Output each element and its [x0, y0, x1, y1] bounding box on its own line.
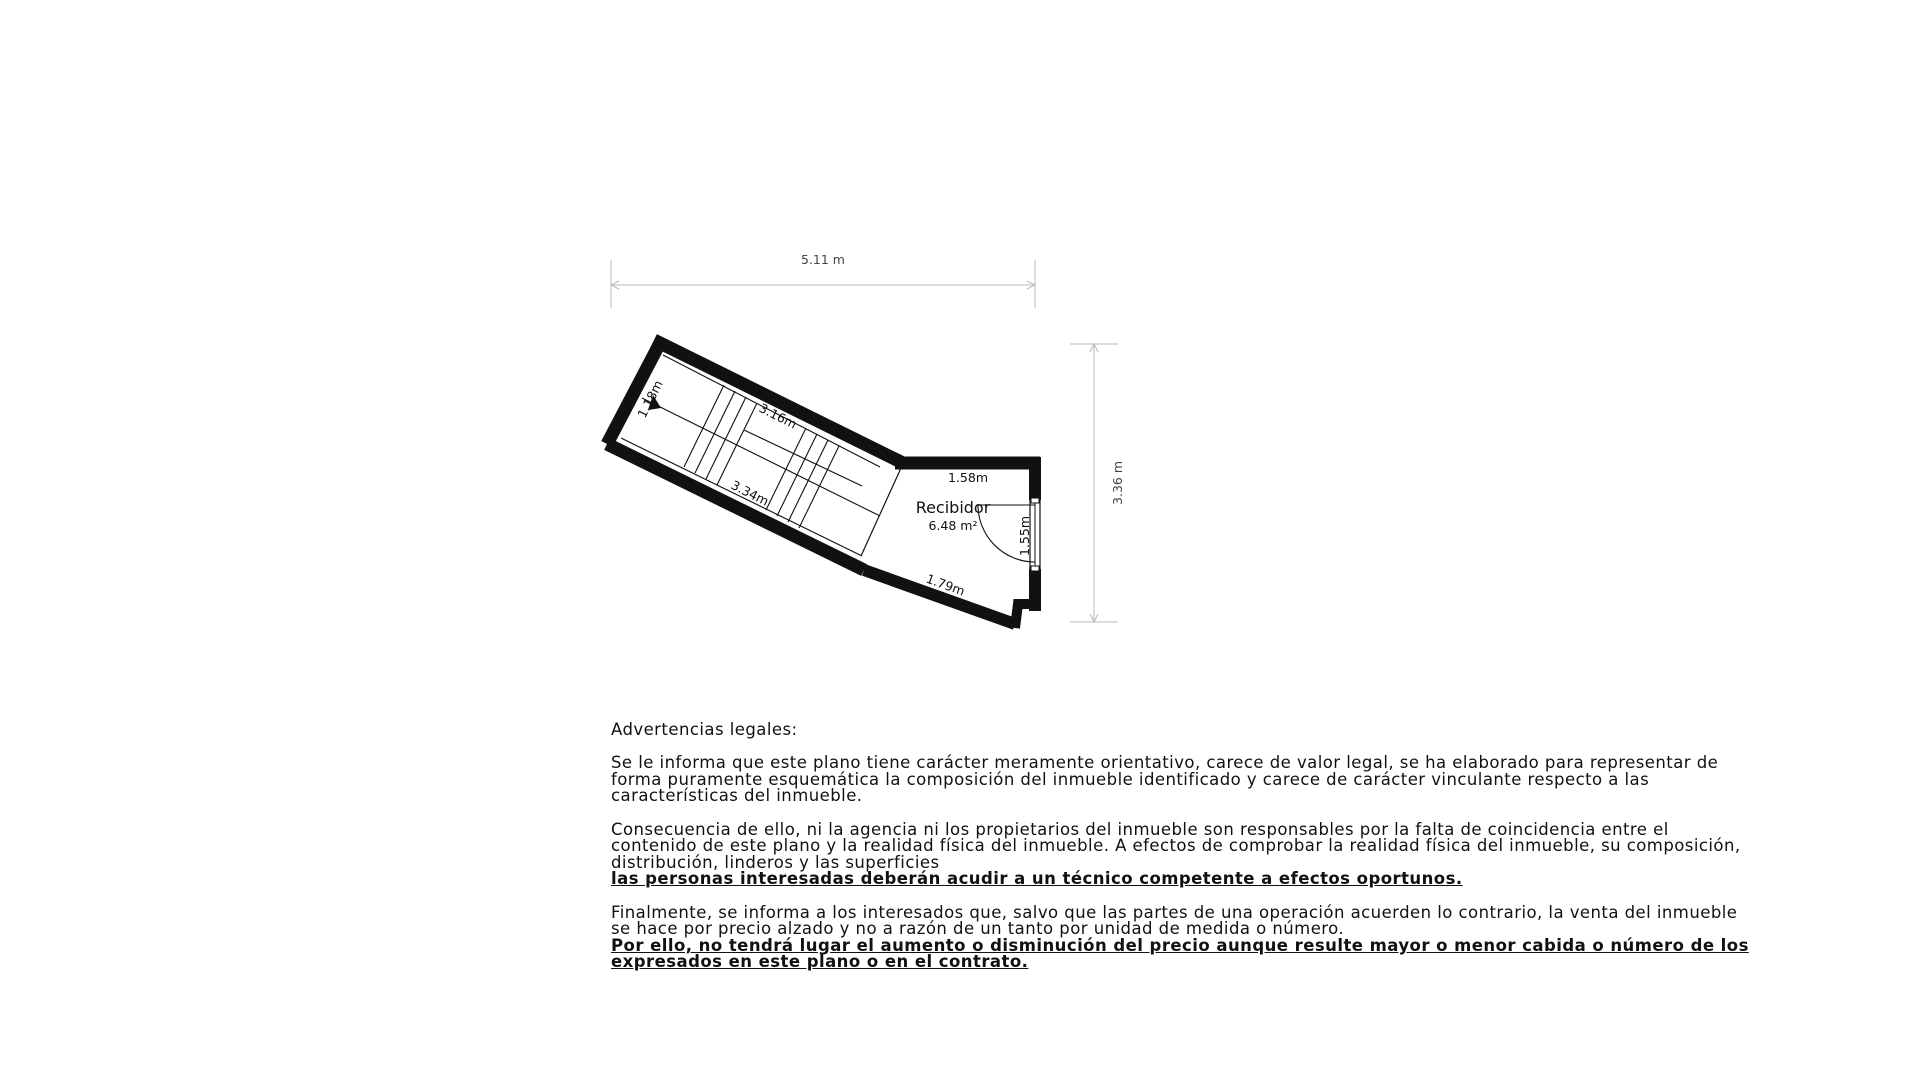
stair-bottom-measure: 3.34m — [728, 477, 772, 509]
legal-heading: Advertencias legales: — [611, 720, 798, 739]
room-door-measure: 1.55m — [1017, 515, 1032, 557]
legal-paragraph-2 — [611, 819, 1751, 889]
room-top-measure: 1.58m — [947, 470, 989, 485]
legal-paragraph-3 — [611, 902, 1751, 972]
room-area: 6.48 m² — [928, 518, 978, 533]
room-name: Recibidor — [915, 498, 991, 517]
legal-paragraph-1: Se le informa que este plano tiene carácter meramente orientativo, carece de valor legal, se ha elaborado para representar de forma puramente esquemática la composición del inmueble identificado y carece de carácter vinculante respecto a las características del inmueble. — [611, 753, 1719, 806]
room-wall-notch — [1015, 604, 1040, 628]
legal-paragraph-2-bold: las personas interesadas deberán acudir a un técnico competente a efectos oportunos. — [611, 869, 1463, 889]
stair-room-partition — [861, 468, 901, 556]
legal-paragraph-2-text: Consecuencia de ello, ni la agencia ni los propietarios del inmueble son responsables por la falta de coincidencia entre el contenido de este plano y la realidad física del inmueble. A efectos de comprobar la realidad física del inmueble, su composición, distribución, linderos y las superficies — [611, 819, 1741, 872]
stair-top-measure: 3.16m — [756, 400, 800, 432]
legal-paragraph-3-text: Finalmente, se informa a los interesados que, salvo que las partes de una operación acuerden lo contrario, la venta del inmueble se hace por precio alzado y no a razón de un tanto por unidad de medida o número. — [611, 902, 1738, 939]
stair-wall-bottom — [607, 444, 864, 570]
stair-wall-top — [654, 340, 901, 462]
room-bottom-measure: 1.79m — [924, 570, 967, 599]
width-dimension — [611, 260, 1035, 308]
legal-notice — [611, 722, 1751, 988]
height-dimension-label: 3.36 m — [1110, 461, 1125, 505]
stair-width-measure: 1.18m — [634, 377, 666, 421]
legal-paragraph-3-bold: Por ello, no tendrá lugar el aumento o disminución del precio aunque resulte mayor o menor cabida o número de los expresados en este plano o en el contrato. — [611, 935, 1749, 972]
width-dimension-label: 5.11 m — [801, 252, 845, 267]
